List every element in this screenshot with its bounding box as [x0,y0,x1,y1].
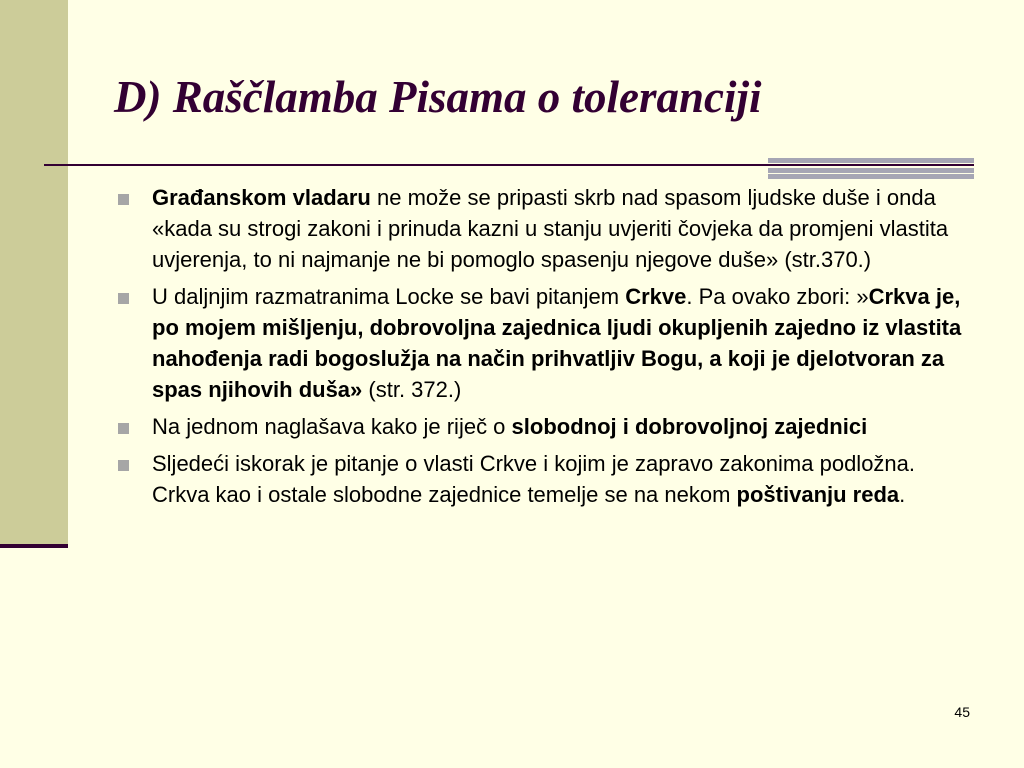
bullet-4-bold-1: poštivanju reda [736,482,900,507]
bullet-2-bold-1: Crkve [625,284,687,309]
slide-title: D) Raščlamba Pisama o toleranciji [114,72,762,122]
bullet-item-2 [118,281,968,405]
square-bullet-icon [118,194,129,205]
page-number: 45 [954,704,970,720]
bullet-3-bold-1: slobodnoj i dobrovoljnoj zajednici [511,414,868,439]
bullet-4-text-1: Sljedeći iskorak je pitanje o vlasti Crkve i kojim je zapravo zakonima podložna. Crkva kao i ostale slobodne zajednice temelje se na nekom [152,451,916,507]
bullet-item-3 [118,411,968,442]
bullet-4-text-2: . [899,482,906,507]
square-bullet-icon [118,293,129,304]
accent-bar-top [768,158,974,163]
bullet-item-1 [118,182,968,275]
bullet-2-text-1: U daljnjim razmatranima Locke se bavi pitanjem [152,284,626,309]
accent-bar-middle [768,168,974,173]
bullet-2-text-3: (str. 372.) [362,377,462,402]
bullet-list [118,182,968,516]
bullet-3-text-1: Na jednom naglašava kako je riječ o [152,414,512,439]
bullet-item-4 [118,448,968,510]
bullet-1-text-1: ne može se pripasti skrb nad spasom ljudske duše i onda «kada su strogi zakoni i prinuda kazni u stanju uvjeriti čovjeka da promjeni vlastita uvjerenja, to ni najmanje ne bi pomoglo spasenju njegove duše» (str.370.) [152,185,949,272]
bullet-2-text-2: . Pa ovako zbori: » [686,284,869,309]
bullet-1-bold-1: Građanskom vladaru [152,185,371,210]
left-band-rule [0,544,68,548]
square-bullet-icon [118,460,129,471]
left-decorative-band [0,0,68,545]
accent-bar-bottom [768,174,974,179]
title-underline [44,164,974,166]
square-bullet-icon [118,423,129,434]
bullet-2-bold-2: Crkva je, po mojem mišljenju, dobrovoljna zajednica ljudi okupljenih zajedno iz vlastita nahođenja radi bogoslužja na način prihvatljiv Bogu, a koji je djelotvoran za spas njihovih duša» [152,284,962,402]
